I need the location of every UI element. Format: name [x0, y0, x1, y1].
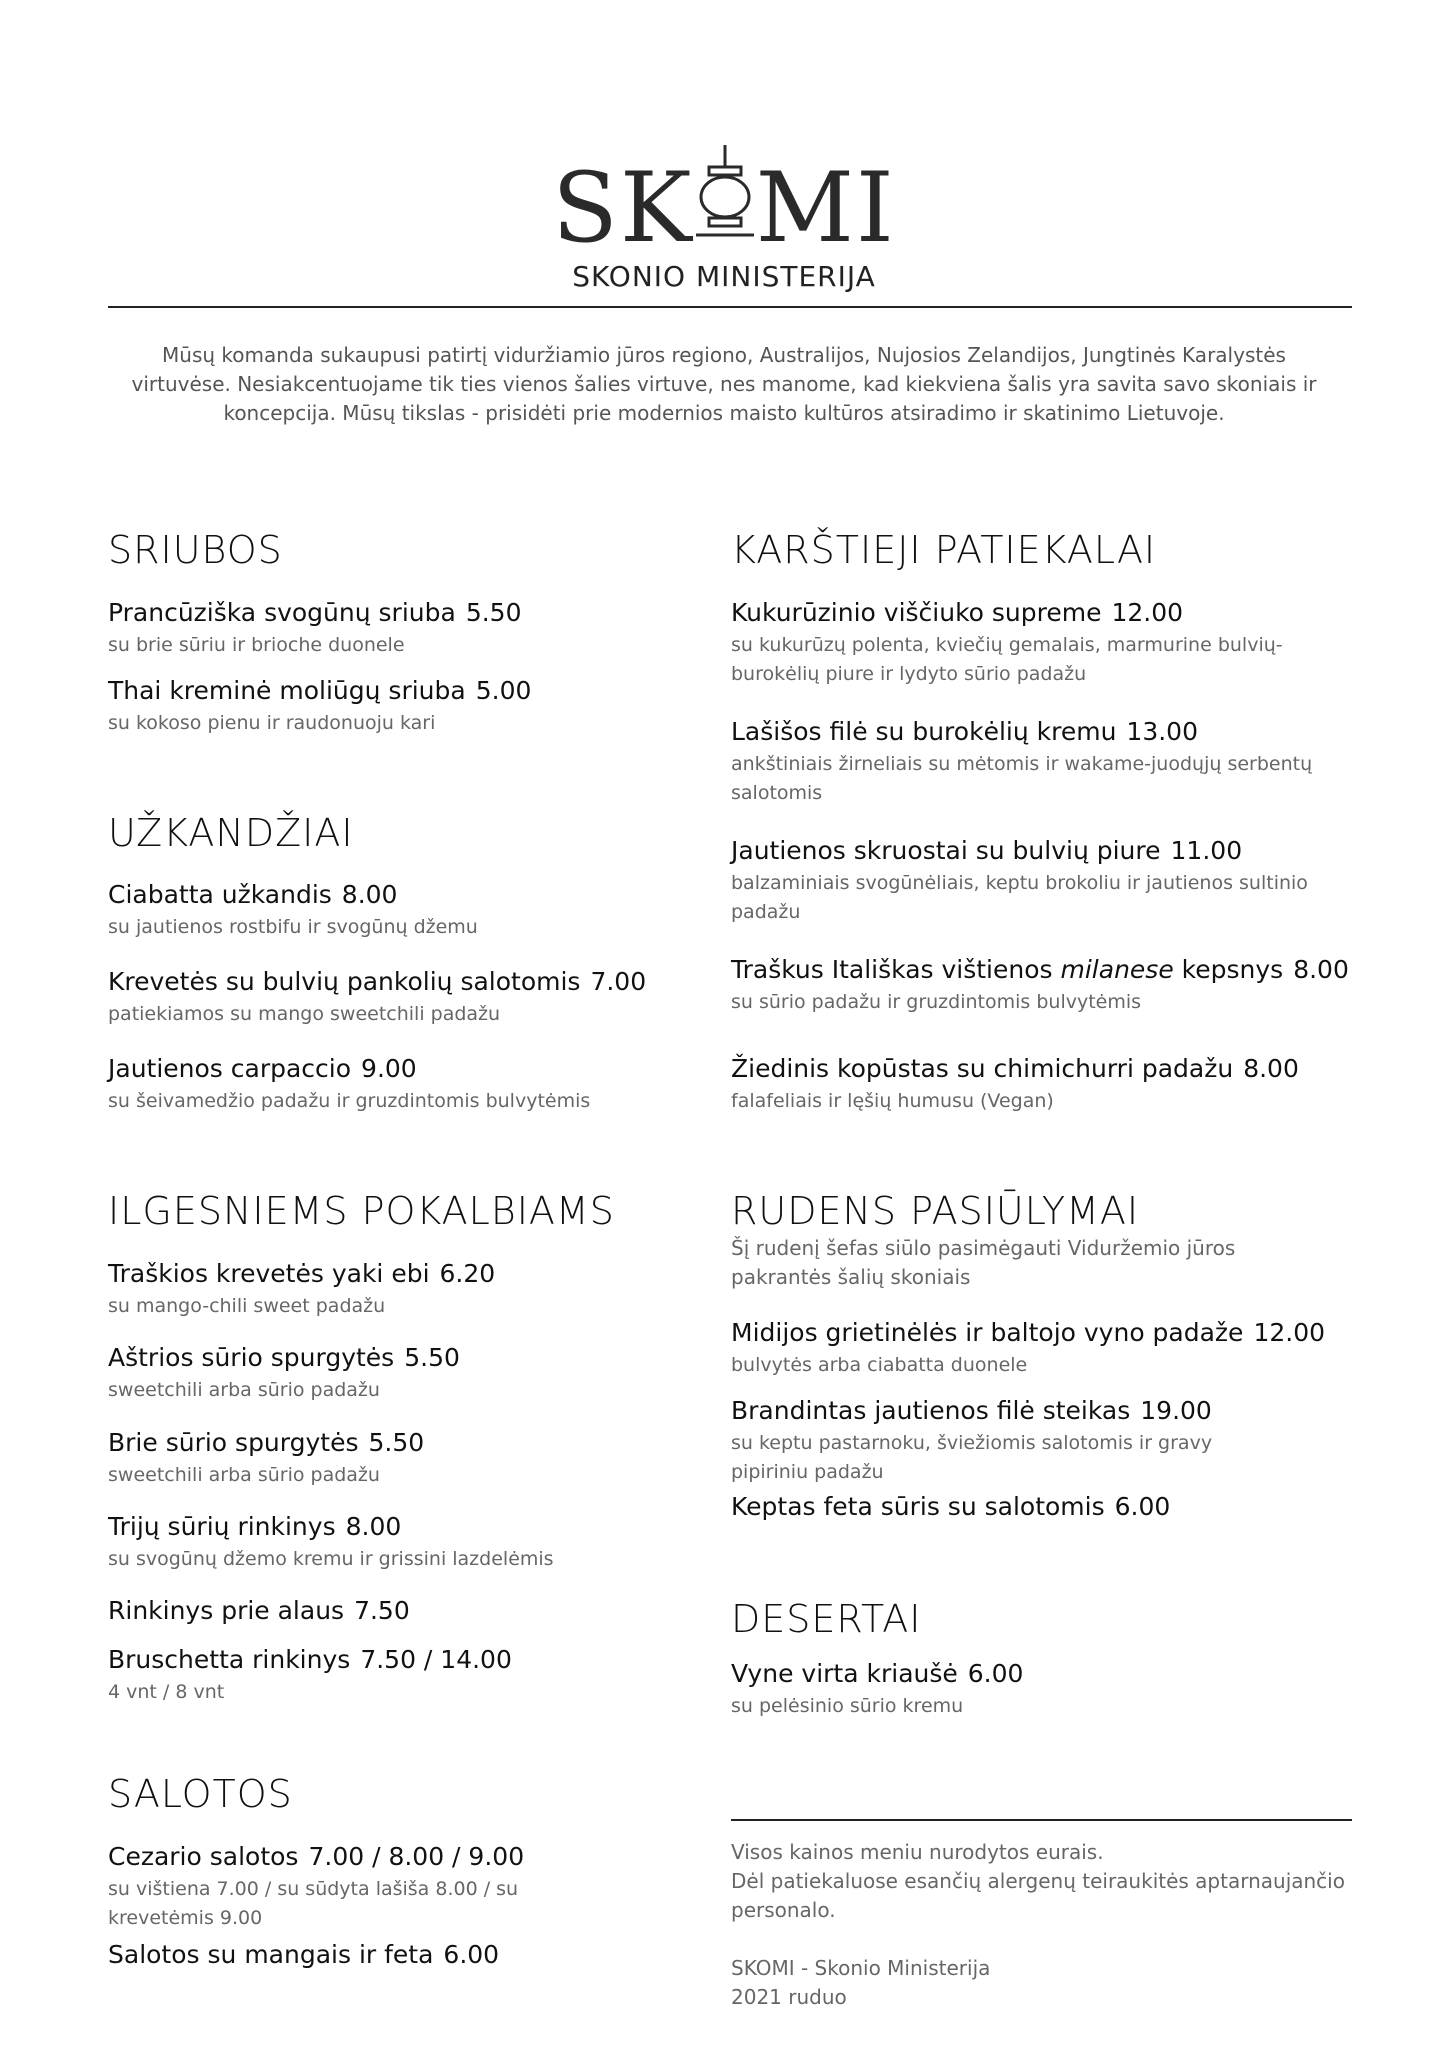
item-price: 6.00 [443, 1940, 500, 1969]
footer-notes [731, 1838, 1352, 2012]
item-name: Lašišos filė su burokėlių kremu [731, 717, 1117, 746]
item-price: 7.50 / 14.00 [360, 1645, 512, 1674]
item-name: Brandintas jautienos filė steikas [731, 1396, 1131, 1425]
item-price: 5.50 [404, 1343, 460, 1372]
item-name: Krevetės su bulvių pankolių salotomis [108, 967, 581, 996]
item-description: su vištiena 7.00 / su sūdyta lašiša 8.00 / su krevetėmis 9.00 [108, 1878, 519, 1929]
item-name-italic: milanese [1060, 955, 1174, 984]
item-name-part: Traškus Itališkas vištienos [731, 955, 1061, 984]
menu-item [108, 1259, 668, 1321]
item-name: Thai kreminė moliūgų sriuba [108, 676, 466, 705]
item-price: 8.00 [345, 1512, 402, 1541]
item-name: Salotos su mangais ir feta [108, 1940, 434, 1969]
rudens-note: Šį rudenį šefas siūlo pasimėgauti Viduržemio jūros pakrantės šalių skoniais [731, 1236, 1236, 1289]
logo-wordmark [0, 145, 1448, 264]
item-description: su kukurūzų polenta, kviečių gemalais, marmurine bulvių-burokėlių piure ir lydyto sūrio padažu [731, 634, 1283, 685]
item-description: sweetchili arba sūrio padažu [108, 1464, 380, 1486]
logo-text-right: MI [755, 152, 896, 264]
item-price: 7.00 [590, 967, 647, 996]
item-description: su šeivamedžio padažu ir gruzdintomis bulvytėmis [108, 1090, 591, 1112]
menu-item [108, 1512, 668, 1574]
menu-item [731, 1318, 1356, 1380]
lantern-icon [694, 145, 756, 241]
item-name: Traškios krevetės yaki ebi [108, 1259, 430, 1288]
item-name: Prancūziška svogūnų sriuba [108, 598, 456, 627]
menu-item [731, 717, 1356, 808]
menu-item [108, 1645, 668, 1707]
item-description: balzaminiais svogūnėliais, keptu brokoliu ir jautienos sultinio padažu [731, 872, 1308, 923]
section-title-ilgesniems: ILGESNIEMS POKALBIAMS [108, 1189, 615, 1233]
item-price: 11.00 [1170, 836, 1243, 865]
item-price: 5.00 [475, 676, 532, 705]
item-description: falafeliais ir lęšių humusu (Vegan) [731, 1090, 1054, 1112]
item-price: 7.50 [354, 1596, 410, 1625]
section-title-salotos: SALOTOS [108, 1772, 293, 1816]
item-name: Jautienos skruostai su bulvių piure [731, 836, 1161, 865]
menu-item [731, 1054, 1356, 1116]
item-name: Ciabatta užkandis [108, 880, 332, 909]
footer-brand: SKOMI - Skonio Ministerija [731, 1956, 991, 1980]
item-price: 6.20 [439, 1259, 496, 1288]
item-description: sweetchili arba sūrio padažu [108, 1379, 380, 1401]
item-price: 12.00 [1111, 598, 1184, 627]
menu-item [731, 955, 1356, 1017]
item-price: 12.00 [1253, 1318, 1326, 1347]
item-description: su brie sūriu ir brioche duonele [108, 634, 405, 656]
item-name-part: kepsnys [1173, 955, 1284, 984]
item-price: 8.00 [1243, 1054, 1299, 1083]
item-name: Žiedinis kopūstas su chimichurri padažu [731, 1054, 1234, 1083]
menu-item [108, 1343, 668, 1405]
menu-item [731, 1492, 1356, 1521]
item-description: su mango-chili sweet padažu [108, 1295, 386, 1317]
footer-season: 2021 ruduo [731, 1985, 847, 2009]
section-title-rudens: RUDENS PASIŪLYMAI [731, 1189, 1140, 1233]
item-description: patiekiamos su mango sweetchili padažu [108, 1003, 501, 1025]
logo-subtitle: SKONIO MINISTERIJA [572, 260, 876, 293]
menu-item [108, 1054, 668, 1116]
item-price: 6.00 [1114, 1492, 1171, 1521]
menu-item [108, 1940, 668, 1969]
menu-item [731, 1659, 1356, 1721]
item-price: 6.00 [967, 1659, 1024, 1688]
item-description: su pelėsinio sūrio kremu [731, 1695, 964, 1717]
menu-item [731, 598, 1356, 689]
item-name: Bruschetta rinkinys [108, 1645, 351, 1674]
item-name: Trijų sūrių rinkinys [108, 1512, 336, 1541]
menu-item [108, 676, 668, 738]
footer-currency-note: Visos kainos meniu nurodytos eurais. [731, 1840, 1104, 1864]
item-price: 5.50 [465, 598, 522, 627]
item-name: Jautienos carpaccio [108, 1054, 352, 1083]
item-price: 9.00 [361, 1054, 417, 1083]
menu-item [108, 967, 668, 1029]
item-description: ankštiniais žirneliais su mėtomis ir wakame-juodųjų serbentų salotomis [731, 753, 1313, 804]
item-description: su svogūnų džemo kremu ir grissini lazdelėmis [108, 1548, 554, 1570]
section-title-sriubos: SRIUBOS [108, 528, 283, 572]
menu-item [108, 1842, 668, 1933]
menu-item [108, 880, 668, 942]
logo-text-left: SK [552, 152, 694, 264]
intro-text: Mūsų komanda sukaupusi patirtį viduržiamio jūros regiono, Australijos, Nujosios Zelandijos, Jungtinės Karalystės virtuvėse. Nesiakcentuojame tik ties vienos šalies virtuve, nes manome, kad kiekviena šalis yra savita savo skoniais ir koncepcija. Mūsų tikslas - prisidėti prie modernios maisto kultūros atsiradimo ir skatinimo Lietuvoje. [131, 343, 1317, 425]
header-divider [108, 306, 1352, 308]
item-description: su jautienos rostbifu ir svogūnų džemu [108, 916, 478, 938]
item-description: su sūrio padažu ir gruzdintomis bulvytėmis [731, 991, 1142, 1013]
item-description: su keptu pastarnoku, šviežiomis salotomis ir gravy pipiriniu padažu [731, 1432, 1213, 1483]
menu-item [108, 1596, 668, 1625]
item-name: Kukurūzinio viščiuko supreme [731, 598, 1102, 627]
item-price: 19.00 [1140, 1396, 1212, 1425]
item-name: Rinkinys prie alaus [108, 1596, 345, 1625]
item-price: 8.00 [1293, 955, 1349, 984]
menu-item [731, 836, 1356, 927]
item-price: 8.00 [341, 880, 398, 909]
item-price: 7.00 / 8.00 / 9.00 [308, 1842, 525, 1871]
item-price: 5.50 [368, 1428, 425, 1457]
footer-divider [731, 1819, 1352, 1821]
footer-allergen-note: Dėl patiekaluose esančių alergenų teiraukitės aptarnaujančio personalo. [731, 1869, 1345, 1922]
menu-item [731, 1396, 1356, 1487]
item-description: 4 vnt / 8 vnt [108, 1681, 225, 1703]
section-title-uzkandziai: UŽKANDŽIAI [108, 811, 354, 855]
item-name: Brie sūrio spurgytės [108, 1428, 359, 1457]
menu-item [108, 598, 668, 660]
item-description: su kokoso pienu ir raudonuoju kari [108, 712, 436, 734]
item-name: Keptas feta sūris su salotomis [731, 1492, 1105, 1521]
item-name: Midijos grietinėlės ir baltojo vyno padaže [731, 1318, 1244, 1347]
item-price: 13.00 [1126, 717, 1198, 746]
item-description: bulvytės arba ciabatta duonele [731, 1354, 1028, 1376]
item-name: Vyne virta kriaušė [731, 1659, 958, 1688]
logo [0, 145, 1448, 293]
item-name: Cezario salotos [108, 1842, 299, 1871]
item-name: Aštrios sūrio spurgytės [108, 1343, 395, 1372]
menu-item [108, 1428, 668, 1490]
section-title-karstieji: KARŠTIEJI PATIEKALAI [731, 528, 1157, 572]
section-title-desertai: DESERTAI [731, 1597, 922, 1641]
